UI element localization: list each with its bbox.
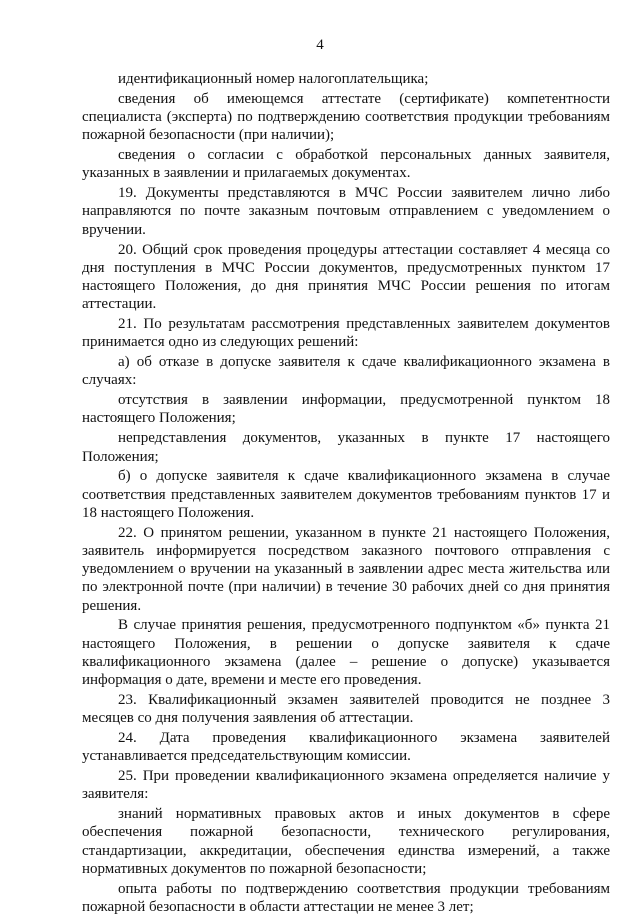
paragraph-item-21: 21. По результатам рассмотрения представленных заявителем документов принимается одно из следующих решений: — [82, 316, 610, 351]
page-number: 4 — [316, 37, 324, 53]
paragraph-item-19: 19. Документы представляются в МЧС России заявителем лично либо направляются по почте заказным почтовым отправлением с уведомлением о вручении. — [82, 185, 610, 238]
paragraph-item-23: 23. Квалификационный экзамен заявителей проводится не позднее 3 месяцев со дня получения заявления об аттестации. — [82, 691, 610, 727]
paragraph-certificate-info: сведения об имеющемся аттестате (сертификате) компетентности специалиста (эксперта) по подтверждению соответствия продукции требованиям пожарной безопасности (при наличии); — [82, 90, 610, 144]
paragraph-item-24: 24. Дата проведения квалификационного экзамена заявителей устанавливается председательствующим комиссии. — [82, 730, 610, 765]
paragraph-tin: идентификационный номер налогоплательщика; — [118, 71, 429, 87]
paragraph-item-20: 20. Общий срок проведения процедуры аттестации составляет 4 месяца со дня поступления в МЧС России документов, предусмотренных пунктом 17 настоящего Положения, до дня принятия МЧС России решения по итогам аттестации. — [82, 241, 610, 313]
paragraph-item-21-a-nonsubmission: непредставления документов, указанных в пункте 17 настоящего Положения; — [82, 430, 610, 465]
paragraph-item-22: 22. О принятом решении, указанном в пункте 21 настоящего Положения, заявитель информируется посредством заказного почтового отправления с уведомлением о вручении на указанный в заявлении адрес места жительства или по электронной почте (при наличии) в течение 30 рабочих дней со дня принятия решения. — [82, 524, 610, 614]
paragraph-item-22-admission: В случае принятия решения, предусмотренного подпунктом «б» пункта 21 настоящего Положения, в решении о допуске заявителя к сдаче квалификационного экзамена (далее – решение о допуске) указывается информация о дате, времени и месте его проведения. — [82, 617, 610, 689]
paragraph-item-21-a-absence: отсутствия в заявлении информации, предусмотренной пунктом 18 настоящего Положения; — [82, 392, 610, 427]
paragraph-item-25: 25. При проведении квалификационного экзамена определяется наличие у заявителя: — [82, 768, 610, 803]
paragraph-item-21-a: а) об отказе в допуске заявителя к сдаче квалификационного экзамена в случаях: — [82, 354, 610, 389]
paragraph-personal-data-consent: сведения о согласии с обработкой персональных данных заявителя, указанных в заявлении и прилагаемых документах. — [82, 147, 610, 182]
paragraph-item-21-b: б) о допуске заявителя к сдаче квалификационного экзамена в случае соответствия представленных заявителем документов требованиям пунктов 17 и 18 настоящего Положения. — [82, 468, 610, 521]
paragraph-item-25-experience: опыта работы по подтверждению соответствия продукции требованиям пожарной безопасности в области аттестации не менее 3 лет; — [82, 880, 610, 915]
paragraph-item-25-knowledge: знаний нормативных правовых актов и иных документов в сфере обеспечения пожарной безопасности, технического регулирования, стандартизации, аккредитации, обеспечения единства измерений, а также нормативных документов по пожарной безопасности; — [82, 806, 610, 877]
document-body — [82, 70, 610, 918]
